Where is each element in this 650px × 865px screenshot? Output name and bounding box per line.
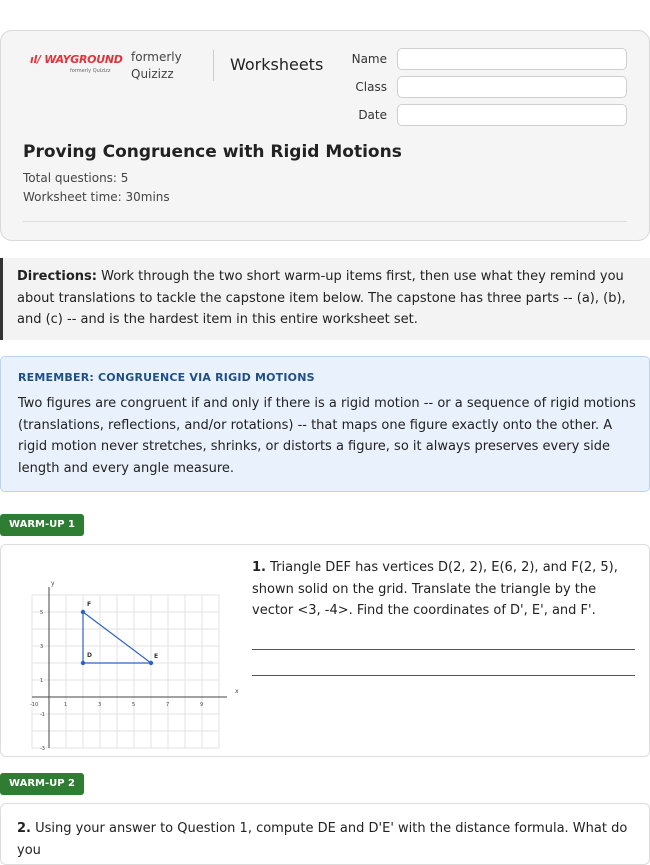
logo-subtext: formerly Quizizz — [70, 68, 111, 74]
y-tick-label: 5 — [40, 610, 44, 616]
x-tick-label: 9 — [200, 702, 204, 708]
logo-mark-icon: ıl/ — [30, 53, 45, 66]
worksheet-title: Proving Congruence with Rigid Motions — [23, 142, 402, 162]
question-2-number: 2. — [17, 821, 31, 836]
answer-line-2[interactable] — [252, 675, 635, 676]
x-tick-label: 5 — [132, 702, 136, 708]
x-tick-label: -1 — [30, 702, 35, 708]
vertex-label-d: D — [87, 652, 92, 659]
x-axis-label: x — [235, 688, 239, 695]
class-label: Class — [355, 80, 387, 94]
date-field[interactable] — [397, 104, 627, 126]
x-tick-label: 3 — [98, 702, 102, 708]
question-1-number: 1. — [252, 560, 266, 575]
directions-text: Work through the two short warm-up items first, then use what they remind you about translations to tackle the capstone item below. The capstone has three parts -- (a), (b), and (c) -- and is the hardest item in this entire worksheet set. — [17, 269, 626, 327]
y-tick-label: -1 — [40, 712, 45, 718]
question-2-prompt: Using your answer to Question 1, compute DE and D'E' with the distance formula. What do you — [17, 821, 628, 858]
origin-label: 0 — [35, 702, 39, 708]
warmup-1-badge: WARM-UP 1 — [0, 514, 84, 536]
header-divider — [213, 50, 214, 81]
date-label: Date — [358, 108, 387, 122]
warmup-2-badge: WARM-UP 2 — [0, 773, 84, 795]
total-questions: Total questions: 5 — [23, 171, 129, 185]
coordinate-grid — [27, 561, 239, 752]
y-tick-label: -3 — [40, 746, 45, 752]
directions-box — [0, 258, 650, 340]
worksheet-time: Worksheet time: 30mins — [23, 190, 170, 204]
vertex-label-f: F — [87, 601, 92, 608]
directions-label: Directions: — [17, 269, 97, 284]
question-1-text — [252, 557, 638, 622]
question-1-card — [0, 544, 650, 757]
vertex-point-e — [149, 661, 153, 665]
formerly-quizizz-label: formerly Quizizz — [131, 50, 182, 81]
header-rule — [23, 221, 627, 222]
answer-line-1[interactable] — [252, 649, 635, 650]
class-field[interactable] — [397, 76, 627, 98]
remember-title: REMEMBER: CONGRUENCE VIA RIGID MOTIONS — [18, 371, 315, 384]
name-field[interactable] — [397, 48, 627, 70]
y-tick-label: 3 — [40, 644, 44, 650]
vertex-point-f — [81, 610, 85, 614]
vertex-point-d — [81, 661, 85, 665]
question-2-text — [17, 818, 637, 861]
question-2-card — [0, 803, 650, 865]
y-axis-label: y — [51, 580, 55, 587]
vertex-label-e: E — [154, 653, 159, 660]
x-tick-label: 7 — [166, 702, 170, 708]
name-label: Name — [351, 52, 387, 66]
question-1-prompt: Triangle DEF has vertices D(2, 2), E(6, 2), and F(2, 5), shown solid on the grid. Translate the triangle by the vector <3, -4>. Find the coordinates of D', E', and F'. — [252, 560, 618, 618]
x-tick-label: 1 — [64, 702, 68, 708]
wayground-logo: ıl/ WAYGROUND — [30, 53, 123, 66]
y-tick-label: 1 — [40, 678, 44, 684]
remember-body: Two figures are congruent if and only if there is a rigid motion -- or a sequence of rigid motions (translations, reflections, and/or rotations) -- that maps one figure exactly onto the other. A rigid motion never stretches, shrinks, or distorts a figure, so it always preserves every side length and every angle measure. — [18, 396, 636, 476]
remember-callout — [0, 356, 650, 492]
worksheets-label: Worksheets — [230, 55, 324, 74]
